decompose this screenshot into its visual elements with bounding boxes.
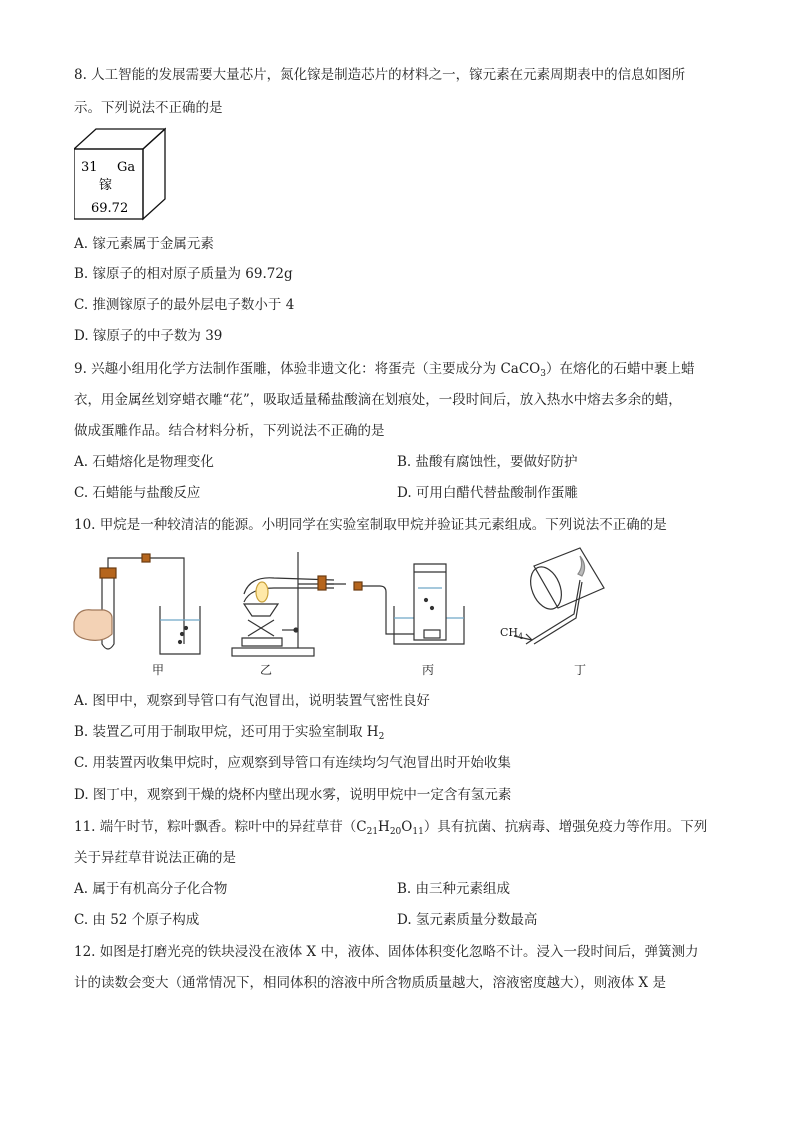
q9-option-a: A. 石蜡熔化是物理变化 xyxy=(74,454,214,470)
q9-option-b: B. 盐酸有腐蚀性，要做好防护 xyxy=(397,454,578,470)
apparatus-yi xyxy=(232,552,346,656)
label-ding: 丁 xyxy=(574,663,587,677)
q11-option-c: C. 由 52 个原子构成 xyxy=(74,912,200,928)
q10-option-d: D. 图丁中，观察到干燥的烧杯内壁出现水雾，说明甲烷中一定含有氢元素 xyxy=(74,787,512,803)
q11-stem-line1: 11. 端午时节，粽叶飘香。粽叶中的异荭草苷$(C_{21}H_{20}O_{11})$具有抗菌、抗病毒、增强免疫力等作用。下列 xyxy=(74,819,708,837)
q9-option-c: C. 石蜡能与盐酸反应 xyxy=(74,485,201,501)
apparatus-bing xyxy=(354,564,464,644)
q12-stem-line1: 12. 如图是打磨光亮的铁块浸没在液体 X 中，液体、固体体积变化忽略不计。浸入一段时间后，弹簧测力 xyxy=(74,944,699,960)
q9-stem-line3: 做成蛋雕作品。结合材料分析，下列说法不正确的是 xyxy=(74,423,385,439)
q8-option-c: C. 推测镓原子的最外层电子数小于 4 xyxy=(74,297,295,313)
q8-stem-line1: 8. 人工智能的发展需要大量芯片，氮化镓是制造芯片的材料之一，镓元素在元素周期表中的信息如图所 xyxy=(74,67,686,83)
element-info-box xyxy=(74,127,166,221)
element-number: 31 xyxy=(81,160,98,175)
apparatus-ding xyxy=(514,548,604,644)
q10-stem: 10. 甲烷是一种较清洁的能源。小明同学在实验室制取甲烷并验证其元素组成。下列说法不正确的是 xyxy=(74,517,667,533)
label-jia: 甲 xyxy=(152,663,165,677)
q11-stem-line2: 关于异荭草苷说法正确的是 xyxy=(74,850,236,866)
q11-option-d: D. 氢元素质量分数最高 xyxy=(397,912,538,928)
gas-label: $CH_4$ xyxy=(500,626,524,641)
q9-stem-line2: 衣，用金属丝划穿蜡衣雕“花”，吸取适量稀盐酸滴在划痕处，一段时间后，放入热水中熔去多余的蜡， xyxy=(74,392,682,408)
element-symbol: Ga xyxy=(117,160,136,175)
q11-option-b: B. 由三种元素组成 xyxy=(397,881,511,897)
q8-option-b: B. 镓原子的相对原子质量为 69.72g xyxy=(74,266,293,282)
q8-option-a: A. 镓元素属于金属元素 xyxy=(74,236,214,252)
q8-option-d: D. 镓原子的中子数为 39 xyxy=(74,328,223,344)
q8-stem-line2: 示。下列说法不正确的是 xyxy=(74,100,223,116)
apparatus-figure xyxy=(64,544,644,684)
element-name: 镓 xyxy=(99,178,113,193)
q12-stem-line2: 计的读数会变大（通常情况下，相同体积的溶液中所含物质质量越大，溶液密度越大），则液体 X 是 xyxy=(74,975,666,991)
q11-option-a: A. 属于有机高分子化合物 xyxy=(74,881,228,897)
element-mass: 69.72 xyxy=(91,201,129,216)
q10-option-b: B. 装置乙可用于制取甲烷，还可用于实验室制取 $H_2$ xyxy=(74,724,385,742)
q10-option-c: C. 用装置丙收集甲烷时，应观察到导管口有连续均匀气泡冒出时开始收集 xyxy=(74,755,511,771)
q9-option-d: D. 可用白醋代替盐酸制作蛋雕 xyxy=(397,485,578,501)
apparatus-jia xyxy=(74,554,200,654)
q10-option-a: A. 图甲中，观察到导管口有气泡冒出，说明装置气密性良好 xyxy=(74,693,430,709)
label-bing: 丙 xyxy=(422,663,435,677)
q9-stem-line1: 9. 兴趣小组用化学方法制作蛋雕，体验非遗文化：将蛋壳（主要成分为 CaCO$_3$）在熔化的石蜡中裹上蜡 xyxy=(74,361,695,379)
label-yi: 乙 xyxy=(260,663,273,677)
